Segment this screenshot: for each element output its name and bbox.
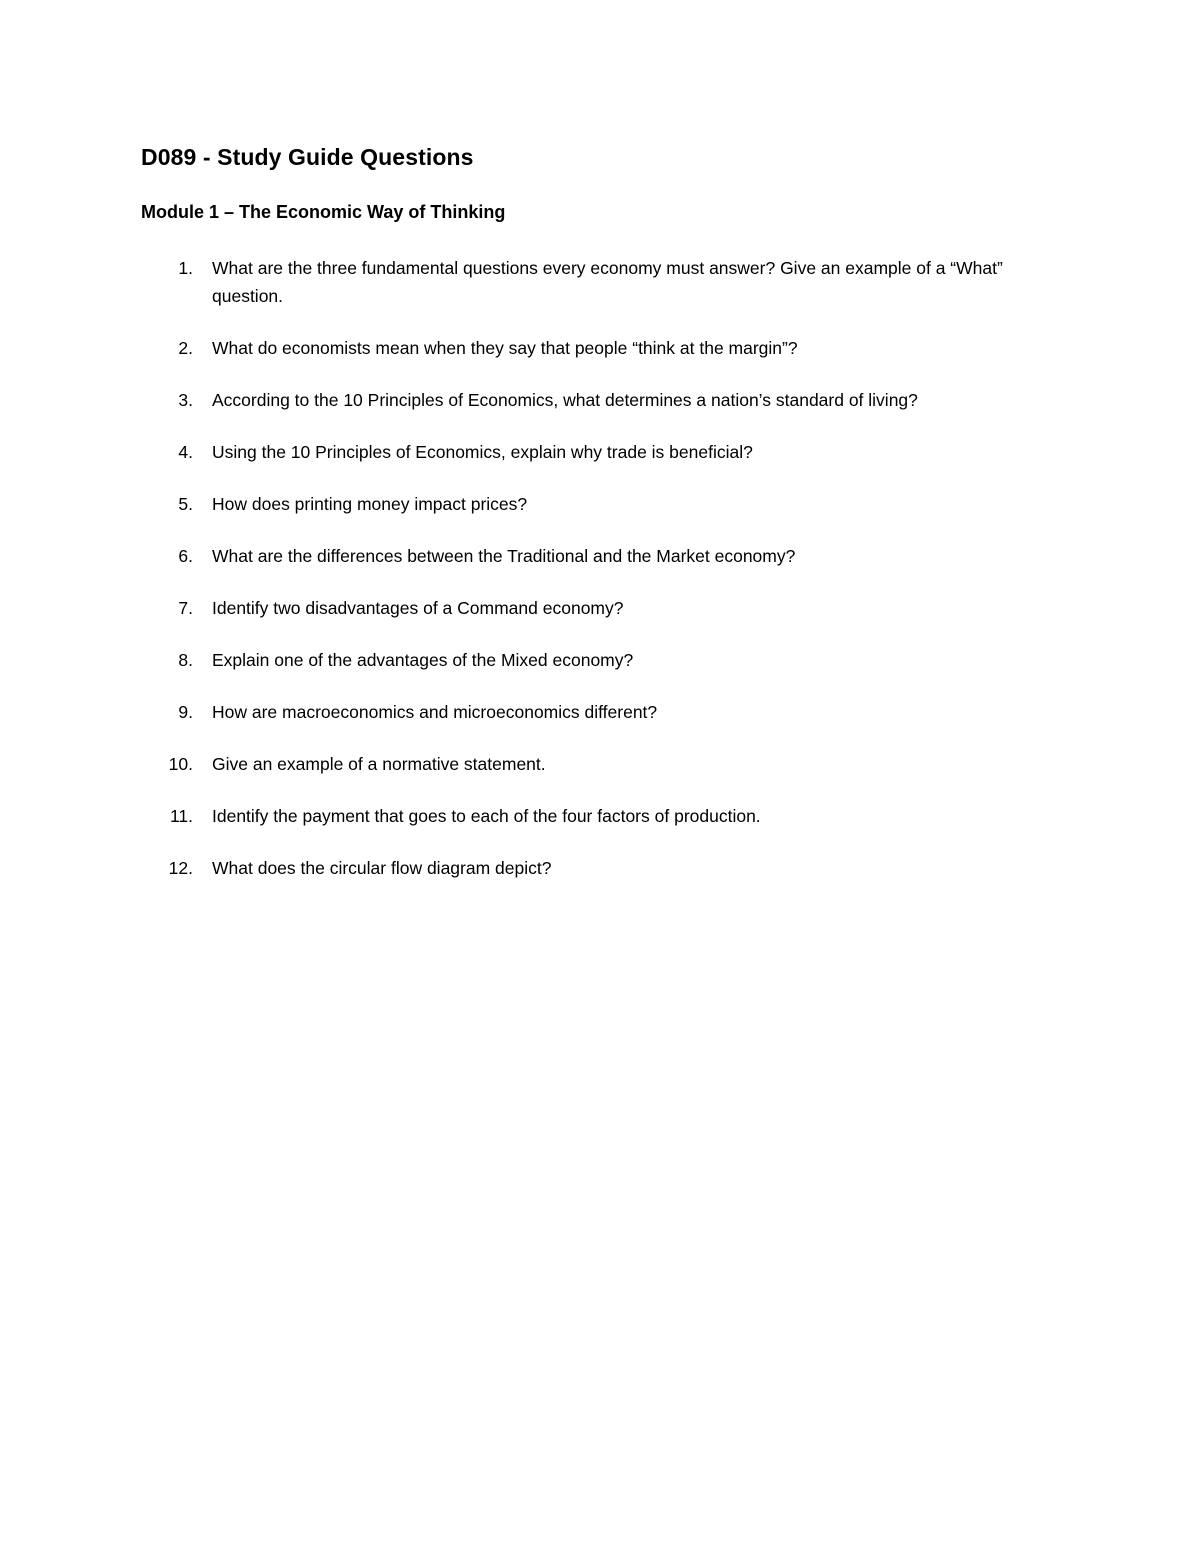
question-text: Identify two disadvantages of a Command economy? (212, 598, 624, 618)
question-text: What does the circular flow diagram depict? (212, 858, 552, 878)
question-number: 3. (178, 390, 193, 410)
question-text: How are macroeconomics and microeconomics different? (212, 702, 658, 722)
question-number: 1. (178, 258, 193, 278)
question-number: 11. (169, 806, 193, 826)
question-number: 12. (168, 858, 193, 878)
question-text: What are the differences between the Traditional and the Market economy? (212, 546, 796, 566)
question-text: Using the 10 Principles of Economics, explain why trade is beneficial? (212, 442, 753, 462)
question-number: 8. (178, 650, 193, 670)
question-number: 4. (178, 442, 193, 462)
question-number: 10. (168, 754, 193, 774)
question-number: 9. (178, 702, 193, 722)
module-heading: Module 1 – The Economic Way of Thinking (141, 202, 506, 222)
question-number: 5. (178, 494, 193, 514)
question-text: According to the 10 Principles of Economics, what determines a nation’s standard of living? (212, 390, 918, 410)
question-number: 6. (178, 546, 193, 566)
page-title: D089 - Study Guide Questions (141, 144, 474, 170)
question-text: Identify the payment that goes to each of the four factors of production. (212, 806, 761, 826)
question-text: What do economists mean when they say that people “think at the margin”? (212, 338, 798, 358)
question-number: 7. (178, 598, 193, 618)
question-text: Explain one of the advantages of the Mixed economy? (212, 650, 634, 670)
question-text: Give an example of a normative statement. (212, 754, 546, 774)
question-number: 2. (178, 338, 193, 358)
question-text: How does printing money impact prices? (212, 494, 528, 514)
question-text: What are the three fundamental questions every economy must answer? Give an example of a “What” question. (212, 258, 1003, 306)
